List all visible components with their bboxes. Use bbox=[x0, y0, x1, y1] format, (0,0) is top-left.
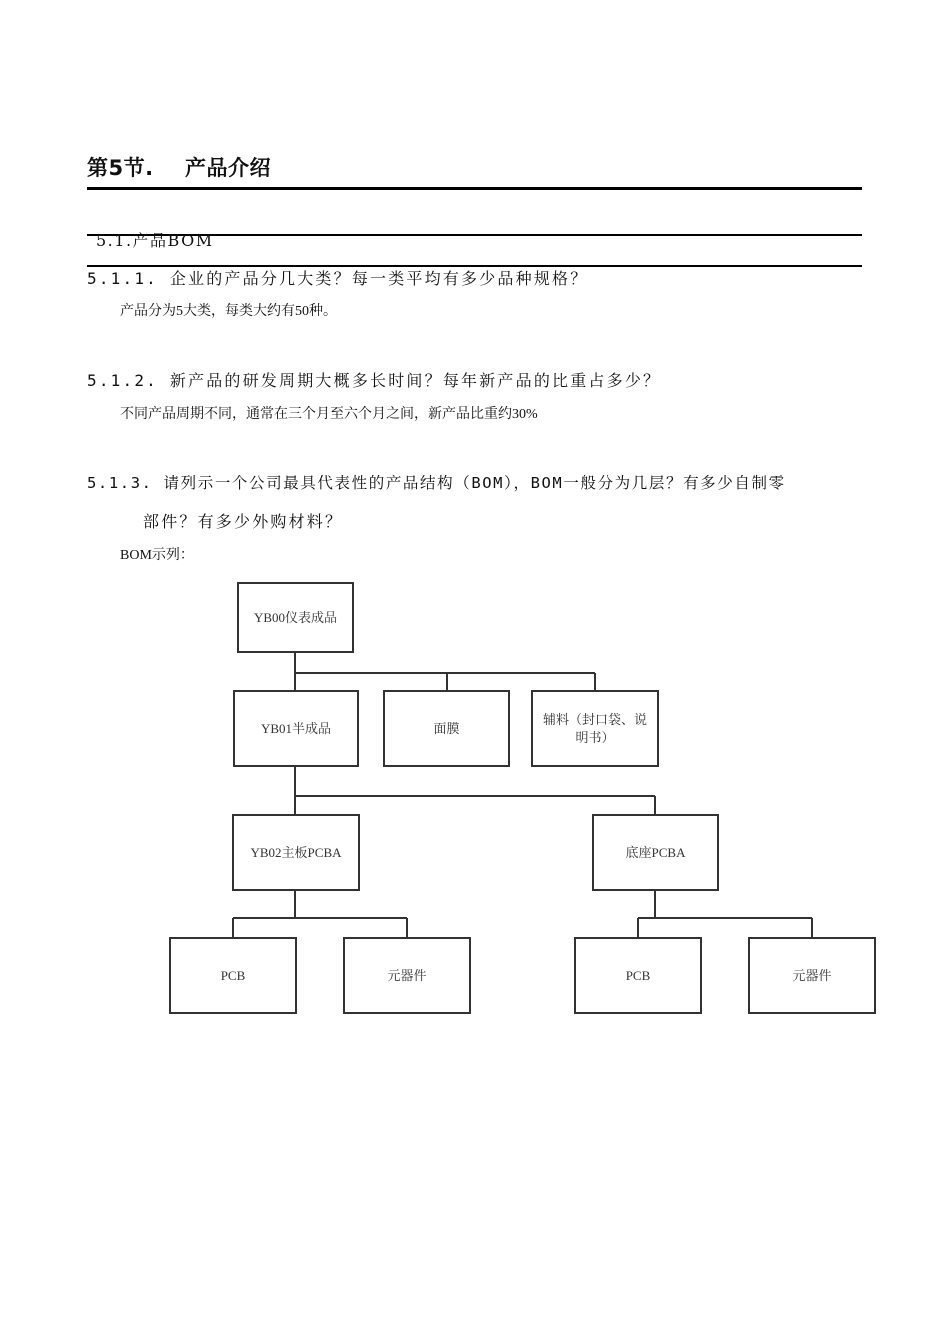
question-5-1-1: 5.1.1. 企业的产品分几大类？每一类平均有多少品种规格？ bbox=[87, 269, 589, 288]
bom-node-film: 面膜 bbox=[383, 690, 510, 767]
bom-node-root: YB00仪表成品 bbox=[237, 582, 354, 653]
answer-5-1-2: 不同产品周期不同，通常在三个月至六个月之间，新产品比重约30% bbox=[120, 407, 538, 422]
bom-node-semi: YB01半成品 bbox=[233, 690, 359, 767]
bom-node-components-2: 元器件 bbox=[748, 937, 876, 1014]
question-5-1-3-cont: 部件？有多少外购材料？ bbox=[143, 512, 344, 531]
bom-node-components-1: 元器件 bbox=[343, 937, 471, 1014]
section-number: 第5节. bbox=[87, 156, 154, 180]
answer-5-1-1: 产品分为5大类，每类大约有50种。 bbox=[120, 304, 337, 319]
bom-node-pcb-1: PCB bbox=[169, 937, 297, 1014]
subsection-title: 5.1.产品BOM bbox=[96, 231, 214, 250]
bom-node-base-pcba: 底座PCBA bbox=[592, 814, 719, 891]
answer-5-1-3: BOM示列： bbox=[120, 548, 194, 563]
question-5-1-2: 5.1.2. 新产品的研发周期大概多长时间？每年新产品的比重占多少？ bbox=[87, 371, 662, 390]
bom-node-pcb-2: PCB bbox=[574, 937, 702, 1014]
bom-node-main-pcba: YB02主板PCBA bbox=[232, 814, 360, 891]
bom-node-aux: 辅料（封口袋、说明书） bbox=[531, 690, 659, 767]
question-5-1-3: 5.1.3. 请列示一个公司最具代表性的产品结构（BOM），BOM一般分为几层？有多少自制零 bbox=[87, 474, 786, 492]
section-title: 产品介绍 bbox=[185, 156, 271, 180]
